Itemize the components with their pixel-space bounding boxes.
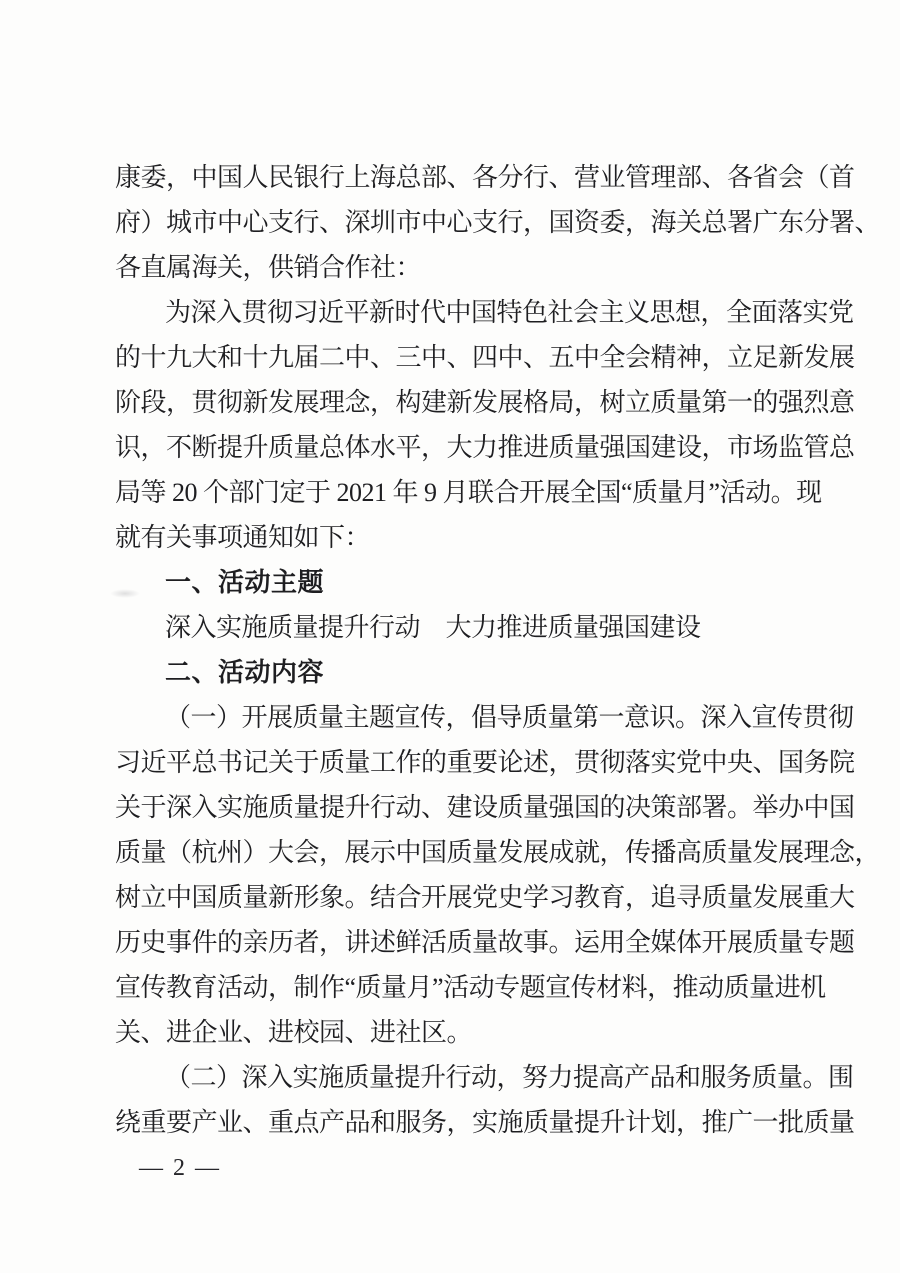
content-item-1-line: 关、进企业、进校园、进社区。	[115, 1018, 473, 1047]
content-item-1-line: 关于深入实施质量提升行动、建设质量强国的决策部署。举办中国	[115, 793, 855, 822]
intro-line: 局等 20 个部门定于 2021 年 9 月联合开展全国“质量月”活动。现	[115, 478, 822, 507]
content-item-1-line: （一）开展质量主题宣传，倡导质量第一意识。深入宣传贯彻	[165, 703, 854, 732]
recipient-line: 康委，中国人民银行上海总部、各分行、营业管理部、各省会（首	[115, 163, 855, 192]
section-1-heading: 一、活动主题	[165, 567, 325, 597]
recipient-line: 府）城市中心支行、深圳市中心支行，国资委，海关总署广东分署、	[115, 208, 881, 237]
intro-line: 为深入贯彻习近平新时代中国特色社会主义思想，全面落实党	[165, 298, 854, 327]
activity-theme-line: 深入实施质量提升行动 大力推进质量强国建设	[165, 613, 701, 642]
content-item-1-line: 宣传教育活动，制作“质量月”活动专题宣传材料，推动质量进机	[115, 973, 826, 1002]
content-item-1-line: 质量（杭州）大会，展示中国质量发展成就，传播高质量发展理念，	[115, 838, 881, 867]
intro-line: 识，不断提升质量总体水平，大力推进质量强国建设，市场监管总	[115, 433, 855, 462]
document-body	[115, 155, 881, 1145]
intro-line: 的十九大和十九届二中、三中、四中、五中全会精神，立足新发展	[115, 343, 855, 372]
content-item-1-line: 历史事件的亲历者，讲述鲜活质量故事。运用全媒体开展质量专题	[115, 928, 855, 957]
content-item-2-line: 绕重要产业、重点产品和服务，实施质量提升计划，推广一批质量	[115, 1108, 855, 1137]
intro-line: 阶段，贯彻新发展理念，构建新发展格局，树立质量第一的强烈意	[115, 388, 855, 417]
page-number: — 2 —	[139, 1155, 221, 1181]
section-2-heading: 二、活动内容	[165, 657, 325, 687]
content-item-1-line: 习近平总书记关于质量工作的重要论述，贯彻落实党中央、国务院	[115, 748, 855, 777]
intro-line: 就有关事项通知如下：	[115, 523, 371, 552]
recipient-line: 各直属海关，供销合作社：	[115, 253, 422, 282]
content-item-2-line: （二）深入实施质量提升行动，努力提高产品和服务质量。围	[165, 1063, 854, 1092]
content-item-1-line: 树立中国质量新形象。结合开展党史学习教育，追寻质量发展重大	[115, 883, 855, 912]
